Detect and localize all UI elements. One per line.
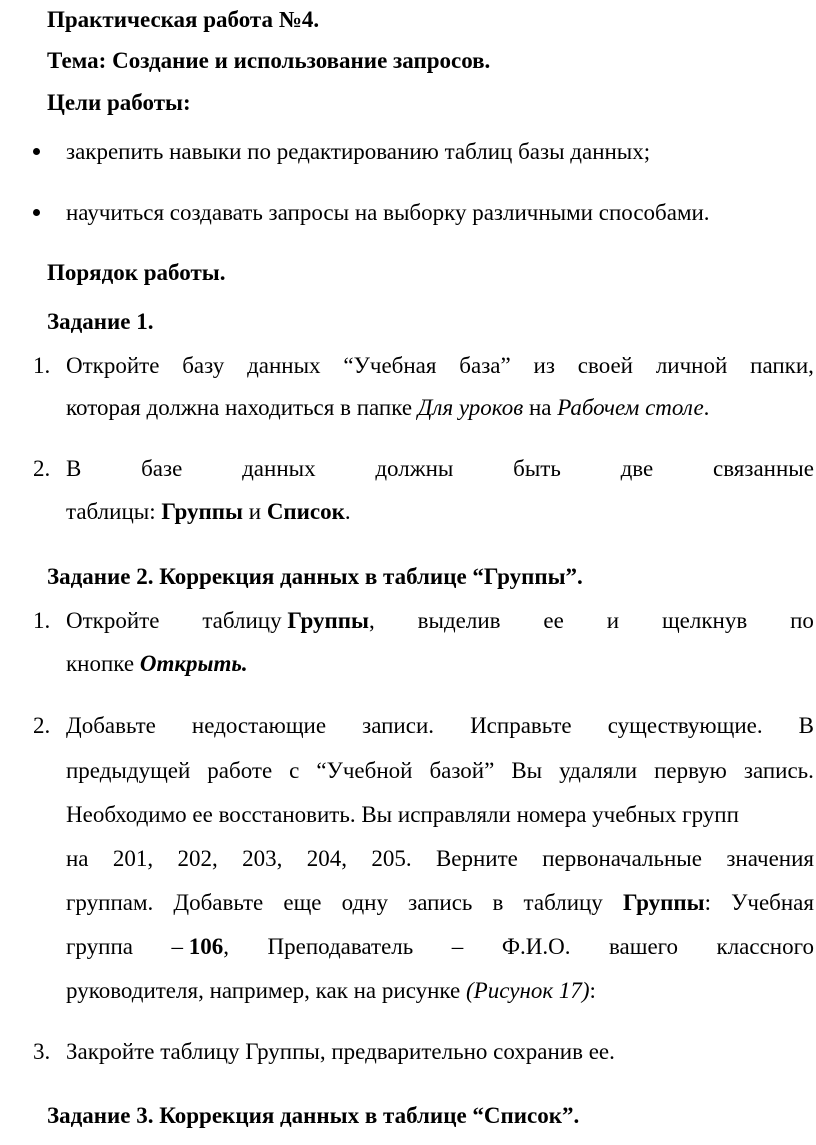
task1-item2-line1: В базе данных должны быть две связанные <box>66 456 814 481</box>
task2-item2-line5: группам. Добавьте еще одну запись в таблицу Группы: Учебная <box>66 890 814 915</box>
task2-item2-line4: на 201, 202, 203, 204, 205. Верните первоначальные значения <box>66 846 814 871</box>
procedure-heading: Порядок работы. <box>47 260 226 285</box>
task2-item2-line7: руководителя, например, как на рисунке (Рисунок 17): <box>66 978 596 1003</box>
bullet-icon <box>33 209 40 216</box>
list-number: 2. <box>33 713 51 738</box>
task1-item1-line2: которая должна находиться в папке Для уроков на Рабочем столе. <box>66 395 710 420</box>
task2-item1-line2: кнопке Открыть. <box>66 651 248 676</box>
bullet-icon <box>33 148 40 155</box>
task2-item1-line1: Откройте таблицу Группы, выделив ее и щелкнув по <box>66 608 814 633</box>
list-number: 3. <box>33 1039 51 1064</box>
page-title: Практическая работа №4. <box>47 7 320 32</box>
task1-item2-line2: таблицы: Группы и Список. <box>66 499 351 524</box>
list-number: 2. <box>33 456 51 481</box>
goals-heading: Цели работы: <box>47 90 191 115</box>
task2-item2-line2: предыдущей работе с “Учебной базой” Вы удаляли первую запись. <box>66 758 814 783</box>
task2-item2-line1: Добавьте недостающие записи. Исправьте существующие. В <box>66 713 814 738</box>
list-number: 1. <box>33 608 51 633</box>
goal-item: научиться создавать запросы на выборку различными способами. <box>66 200 710 225</box>
task2-heading: Задание 2. Коррекция данных в таблице “Группы”. <box>47 564 583 589</box>
task2-item2-line3: Необходимо ее восстановить. Вы исправляли номера учебных групп <box>66 802 739 827</box>
task1-heading: Задание 1. <box>47 309 154 334</box>
list-number: 1. <box>33 353 51 378</box>
task1-item1-line1: Откройте базу данных “Учебная база” из своей личной папки, <box>66 353 814 378</box>
topic-heading: Тема: Создание и использование запросов. <box>47 48 491 73</box>
goal-item: закрепить навыки по редактированию таблиц базы данных; <box>66 139 651 164</box>
task2-item3-text: Закройте таблицу Группы, предварительно сохранив ее. <box>66 1039 615 1064</box>
task2-item2-line6: группа – 106, Преподаватель – Ф.И.О. вашего классного <box>66 934 814 959</box>
task3-heading: Задание 3. Коррекция данных в таблице “Список”. <box>47 1103 580 1128</box>
